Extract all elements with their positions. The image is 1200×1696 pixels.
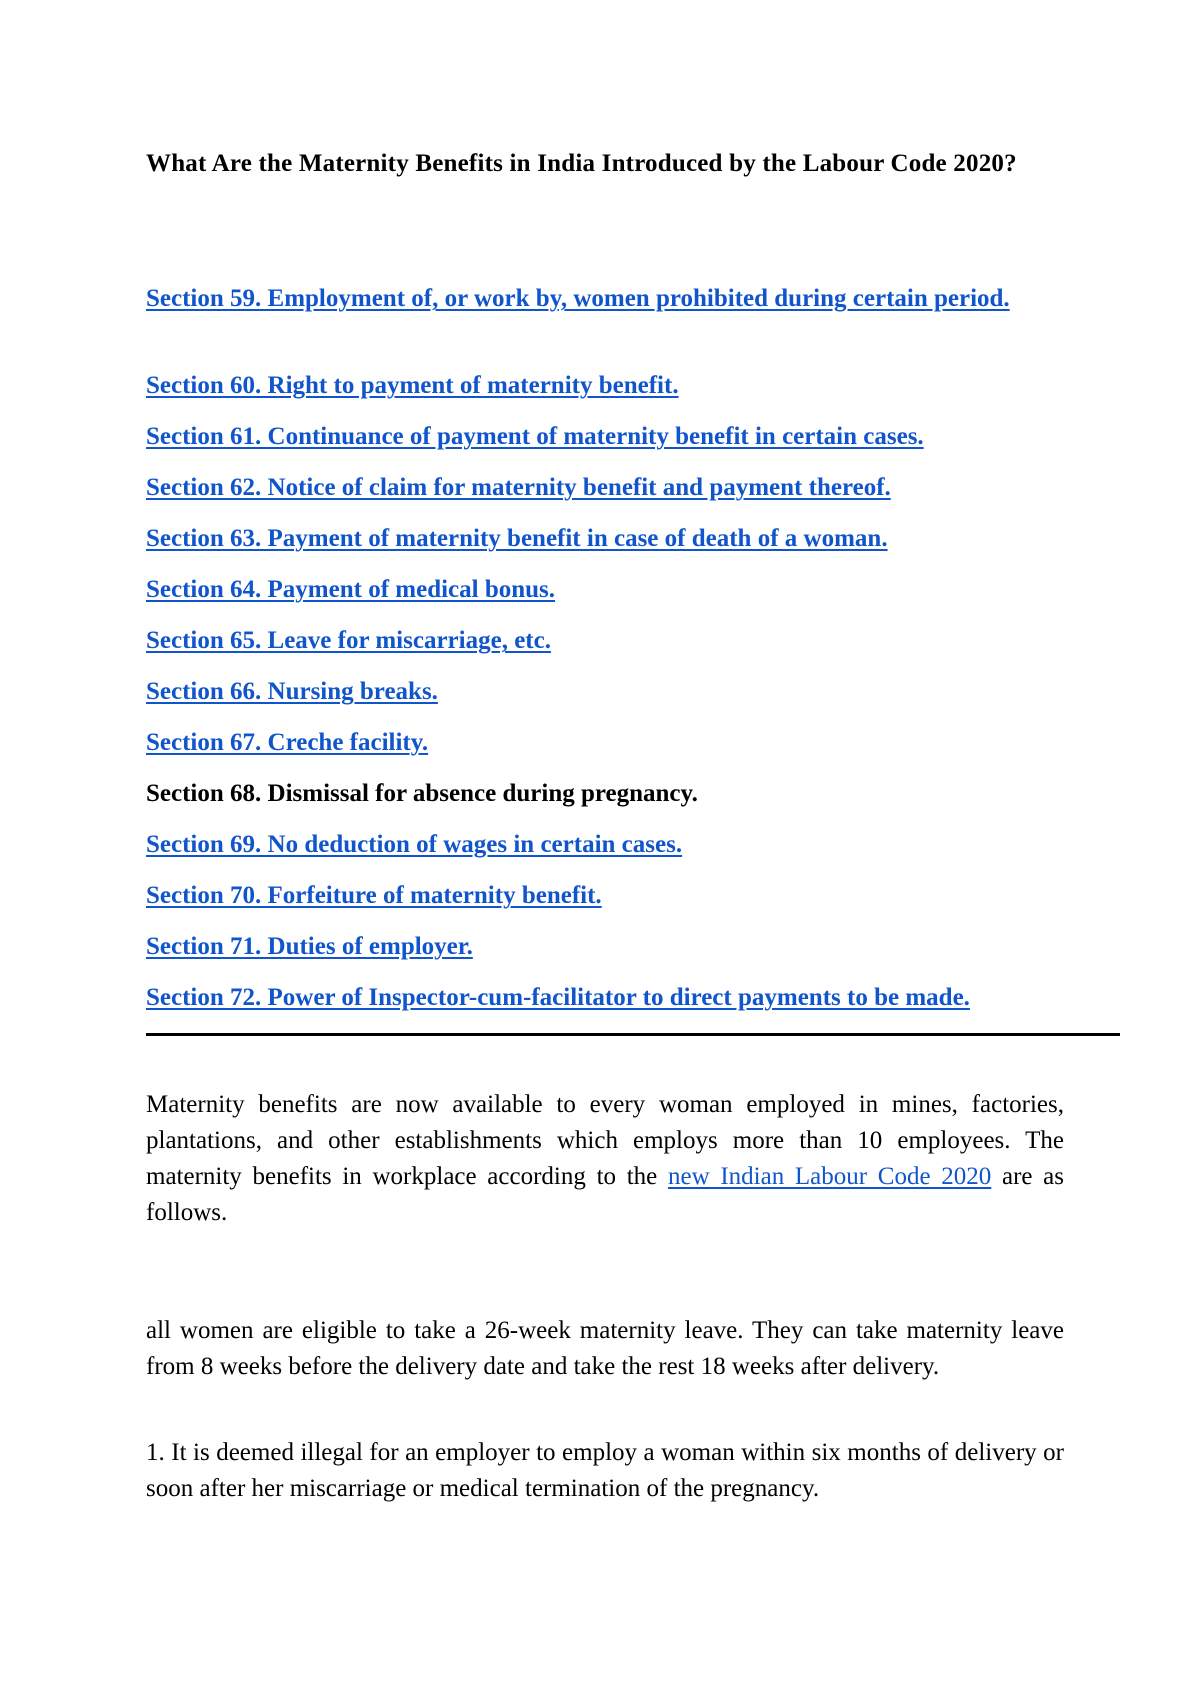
- intro-paragraph: [146, 1087, 1064, 1231]
- labour-code-link[interactable]: new Indian Labour Code 2020: [667, 1163, 992, 1190]
- section-link[interactable]: Section 63. Payment of maternity benefit in case of death of a woman.: [146, 525, 888, 552]
- section-link[interactable]: Section 66. Nursing breaks.: [146, 678, 438, 705]
- section-link[interactable]: Section 62. Notice of claim for maternity benefit and payment thereof.: [146, 474, 891, 501]
- section-item: [146, 929, 1120, 980]
- point-1-paragraph: 1. It is deemed illegal for an employer to employ a woman within six months of delivery or soon after her miscarriage or medical termination of the pregnancy.: [146, 1439, 1064, 1502]
- section-link[interactable]: Section 70. Forfeiture of maternity benefit.: [146, 882, 602, 909]
- intro-text-end: are as follows.: [146, 1163, 1065, 1226]
- section-link[interactable]: Section 72. Power of Inspector-cum-facilitator to direct payments to be made.: [146, 984, 970, 1011]
- section-link[interactable]: Section 59. Employment of, or work by, women prohibited during certain period.: [146, 285, 1010, 312]
- section-item: [146, 368, 1120, 419]
- intro-text: Maternity benefits are now available to every woman employed in mines, factories, plantations, and other establishments which employs more than 10 employees. The maternity benefits in workplace according to the: [146, 1091, 1064, 1190]
- section-link[interactable]: Section 69. No deduction of wages in certain cases.: [146, 831, 683, 858]
- section-item: [146, 572, 1120, 623]
- section-item: [146, 281, 1120, 368]
- section-link[interactable]: Section 65. Leave for miscarriage, etc.: [146, 627, 551, 654]
- section-item: [146, 827, 1120, 878]
- section-item: [146, 878, 1120, 929]
- section-list: [146, 281, 1120, 1031]
- section-link[interactable]: Section 67. Creche facility.: [146, 729, 429, 756]
- section-link[interactable]: Section 71. Duties of employer.: [146, 933, 473, 960]
- section-link[interactable]: Section 61. Continuance of payment of maternity benefit in certain cases.: [146, 423, 924, 450]
- horizontal-divider: [146, 1033, 1120, 1036]
- section-item: [146, 419, 1120, 470]
- section-link[interactable]: Section 64. Payment of medical bonus.: [146, 576, 556, 603]
- section-item: [146, 470, 1120, 521]
- section-item: [146, 980, 1120, 1031]
- leave-paragraph: all women are eligible to take a 26-week maternity leave. They can take maternity leave from 8 weeks before the delivery date and take the rest 18 weeks after delivery.: [146, 1317, 1064, 1380]
- section-heading-plain: Section 68. Dismissal for absence during pregnancy.: [146, 780, 698, 807]
- section-link[interactable]: Section 60. Right to payment of maternity benefit.: [146, 372, 679, 399]
- section-item: [146, 776, 1120, 827]
- section-item: [146, 623, 1120, 674]
- section-item: [146, 674, 1120, 725]
- page-title: What Are the Maternity Benefits in India Introduced by the Labour Code 2020?: [146, 150, 1017, 177]
- section-item: [146, 725, 1120, 776]
- section-item: [146, 521, 1120, 572]
